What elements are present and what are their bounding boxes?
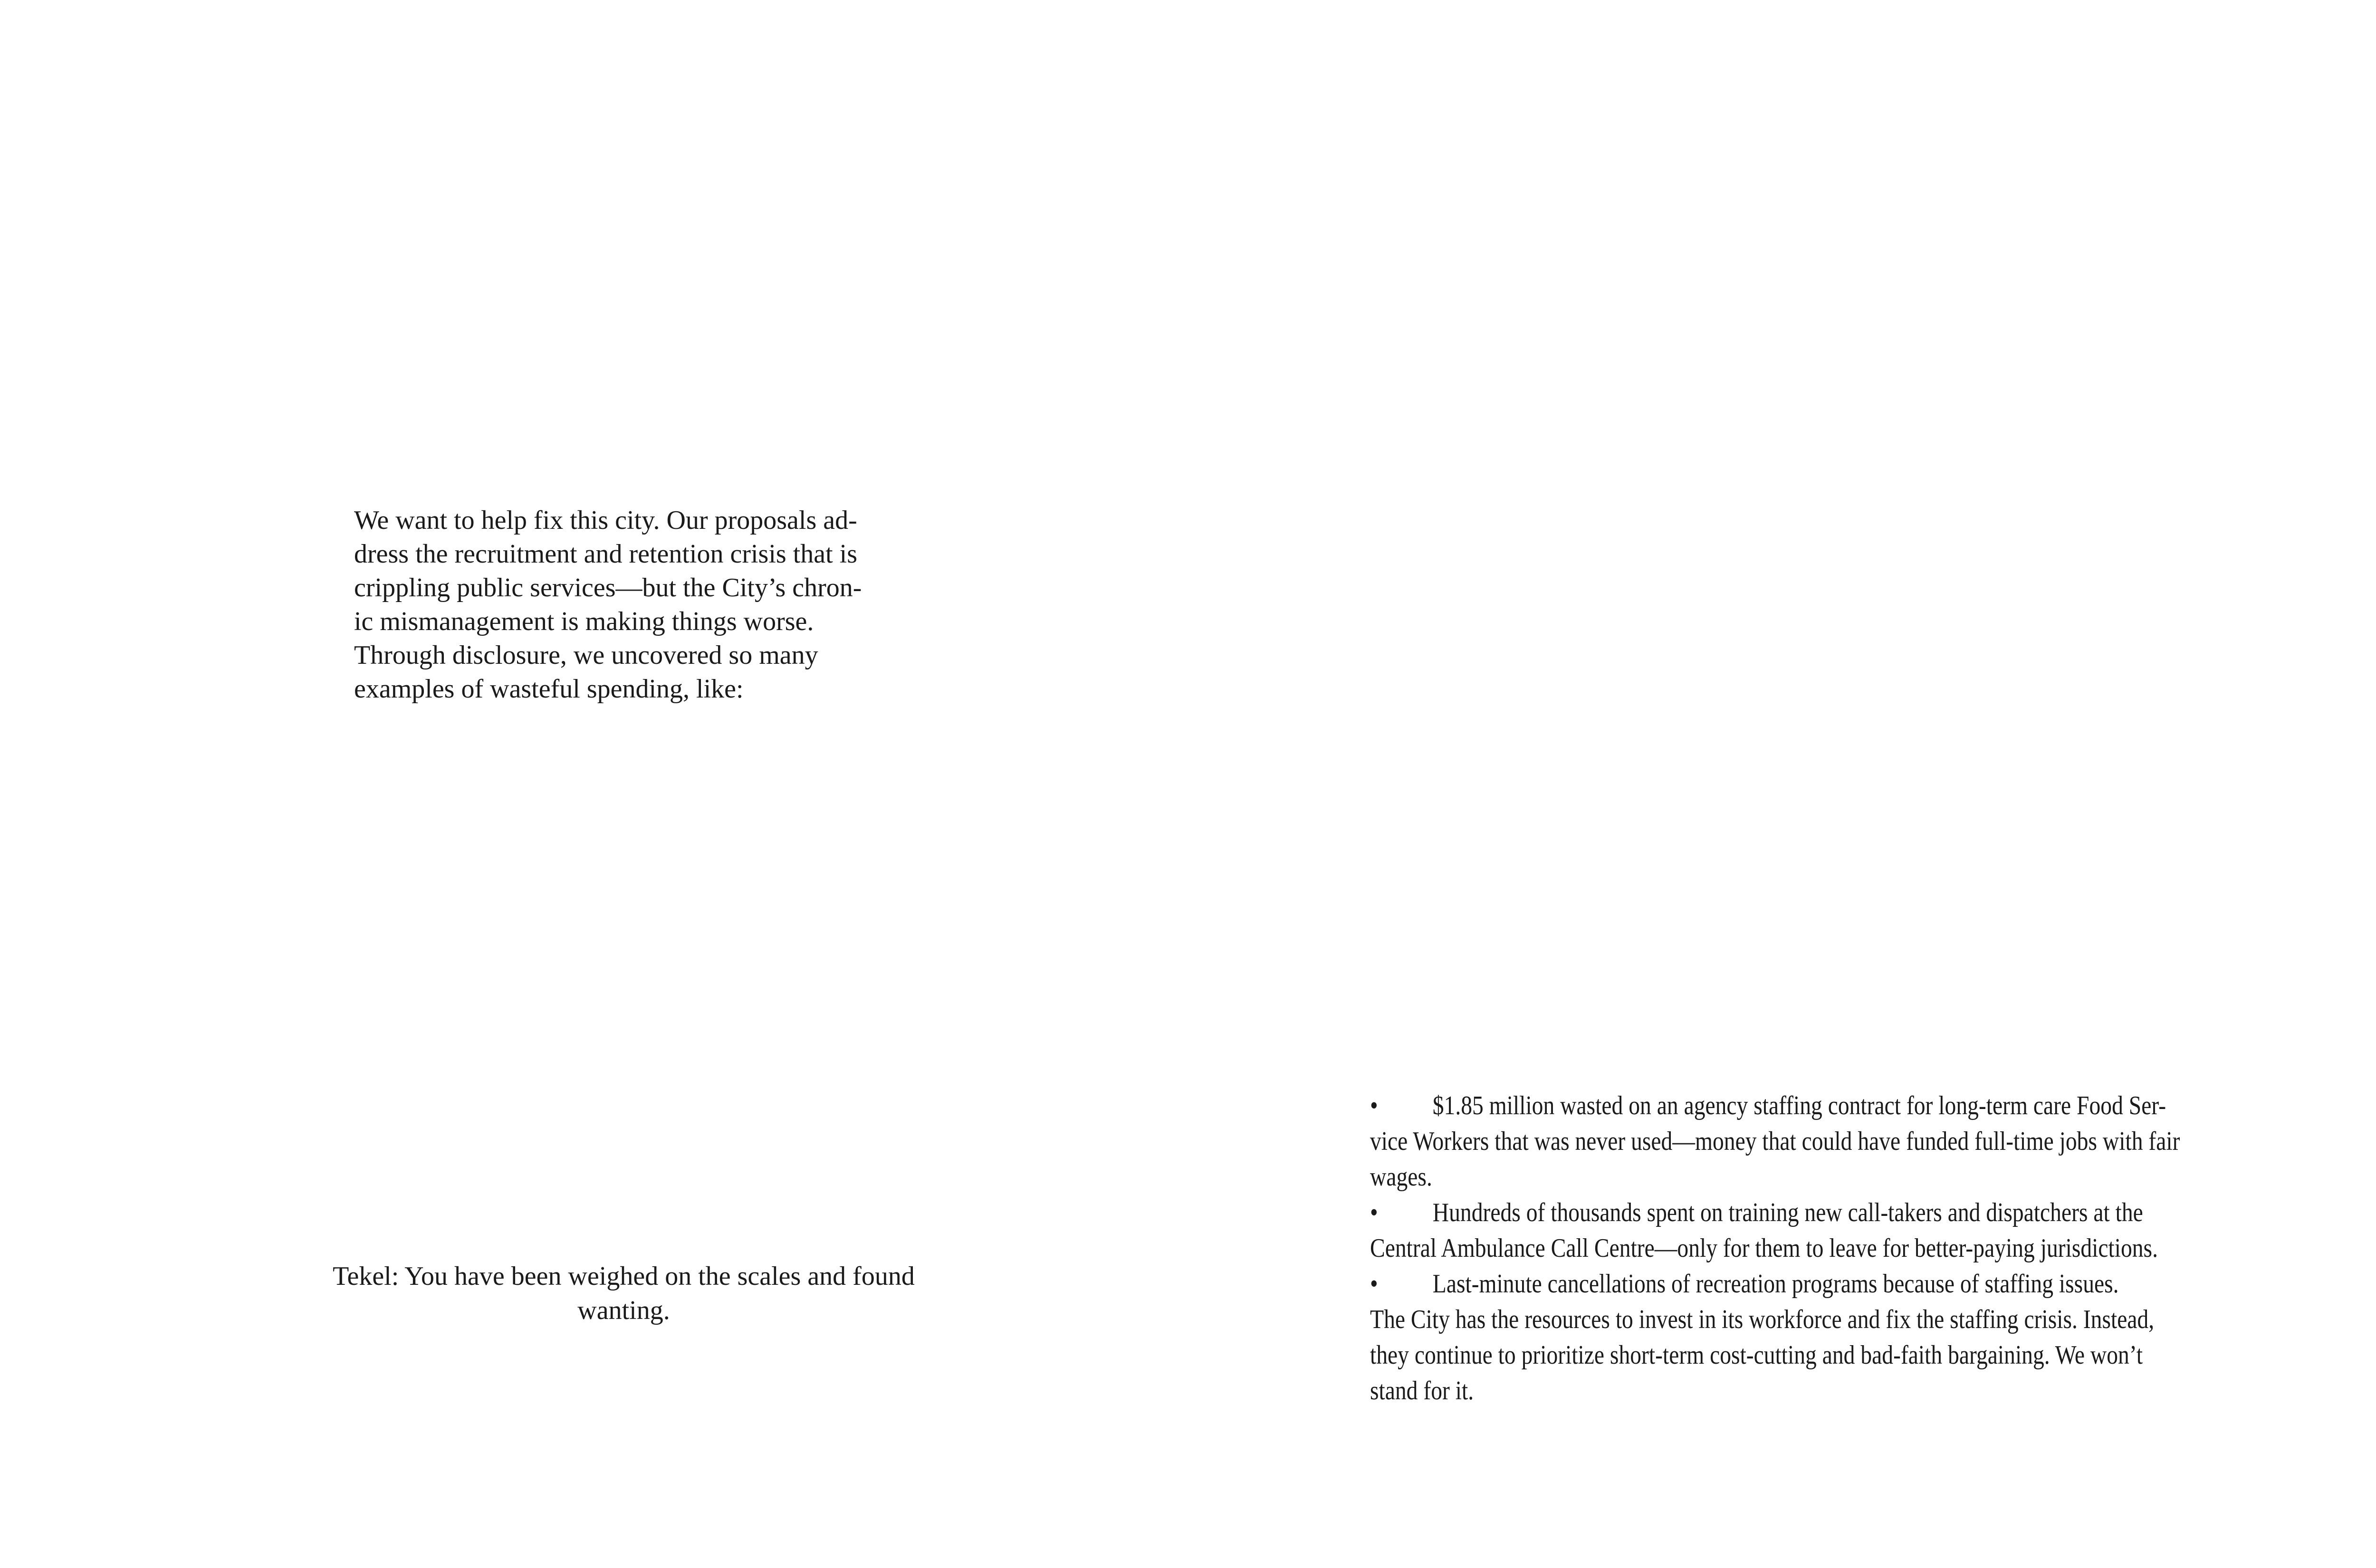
bullet-item-agency-contract bbox=[1370, 1088, 2180, 1124]
conclusion-line: they continue to prioritize short-term cost-cutting and bad-faith bargaining. We won’t bbox=[1370, 1340, 2143, 1370]
conclusion-line: The City has the resources to invest in its workforce and fix the staffing crisis. Instead, bbox=[1370, 1305, 2155, 1334]
intro-line: Through disclosure, we uncovered so many bbox=[354, 641, 818, 670]
intro-line: crippling public services—but the City’s chron- bbox=[354, 573, 862, 602]
bullet-text: Last-minute cancellations of recreation programs because of staffing issues. bbox=[1432, 1269, 2119, 1299]
spending-list-text bbox=[1370, 1088, 2180, 1409]
intro-line: ic mismanagement is making things worse. bbox=[354, 607, 814, 636]
bullet-text: $1.85 million wasted on an agency staffing contract for long-term care Food Ser- bbox=[1432, 1091, 2166, 1120]
bullet-icon: • bbox=[1370, 1198, 1378, 1227]
caption-line: wanting. bbox=[577, 1296, 670, 1325]
bullet-item-training bbox=[1370, 1195, 2180, 1231]
intro-line: dress the recruitment and retention crisis that is bbox=[354, 539, 858, 569]
bullet-continuation: wages. bbox=[1370, 1162, 1432, 1192]
bullet-continuation: vice Workers that was never used—money that could have funded full-time jobs with fair bbox=[1370, 1127, 2180, 1156]
bullet-icon: • bbox=[1370, 1269, 1378, 1299]
bullet-item-cancellations bbox=[1370, 1266, 2180, 1302]
conclusion-line: stand for it. bbox=[1370, 1376, 1474, 1405]
caption bbox=[314, 1259, 934, 1328]
intro-line: We want to help fix this city. Our proposals ad- bbox=[354, 506, 857, 535]
caption-line: Tekel: You have been weighed on the scales and found bbox=[333, 1262, 915, 1291]
intro-line: examples of wasteful spending, like: bbox=[354, 674, 744, 704]
spending-list-section bbox=[1370, 1088, 2323, 1409]
bullet-icon: • bbox=[1370, 1091, 1378, 1120]
bullet-text: Hundreds of thousands spent on training new call-takers and dispatchers at the bbox=[1432, 1198, 2143, 1227]
bullet-continuation: Central Ambulance Call Centre—only for them to leave for better-paying jurisdictions. bbox=[1370, 1233, 2158, 1263]
intro-paragraph bbox=[354, 504, 862, 706]
